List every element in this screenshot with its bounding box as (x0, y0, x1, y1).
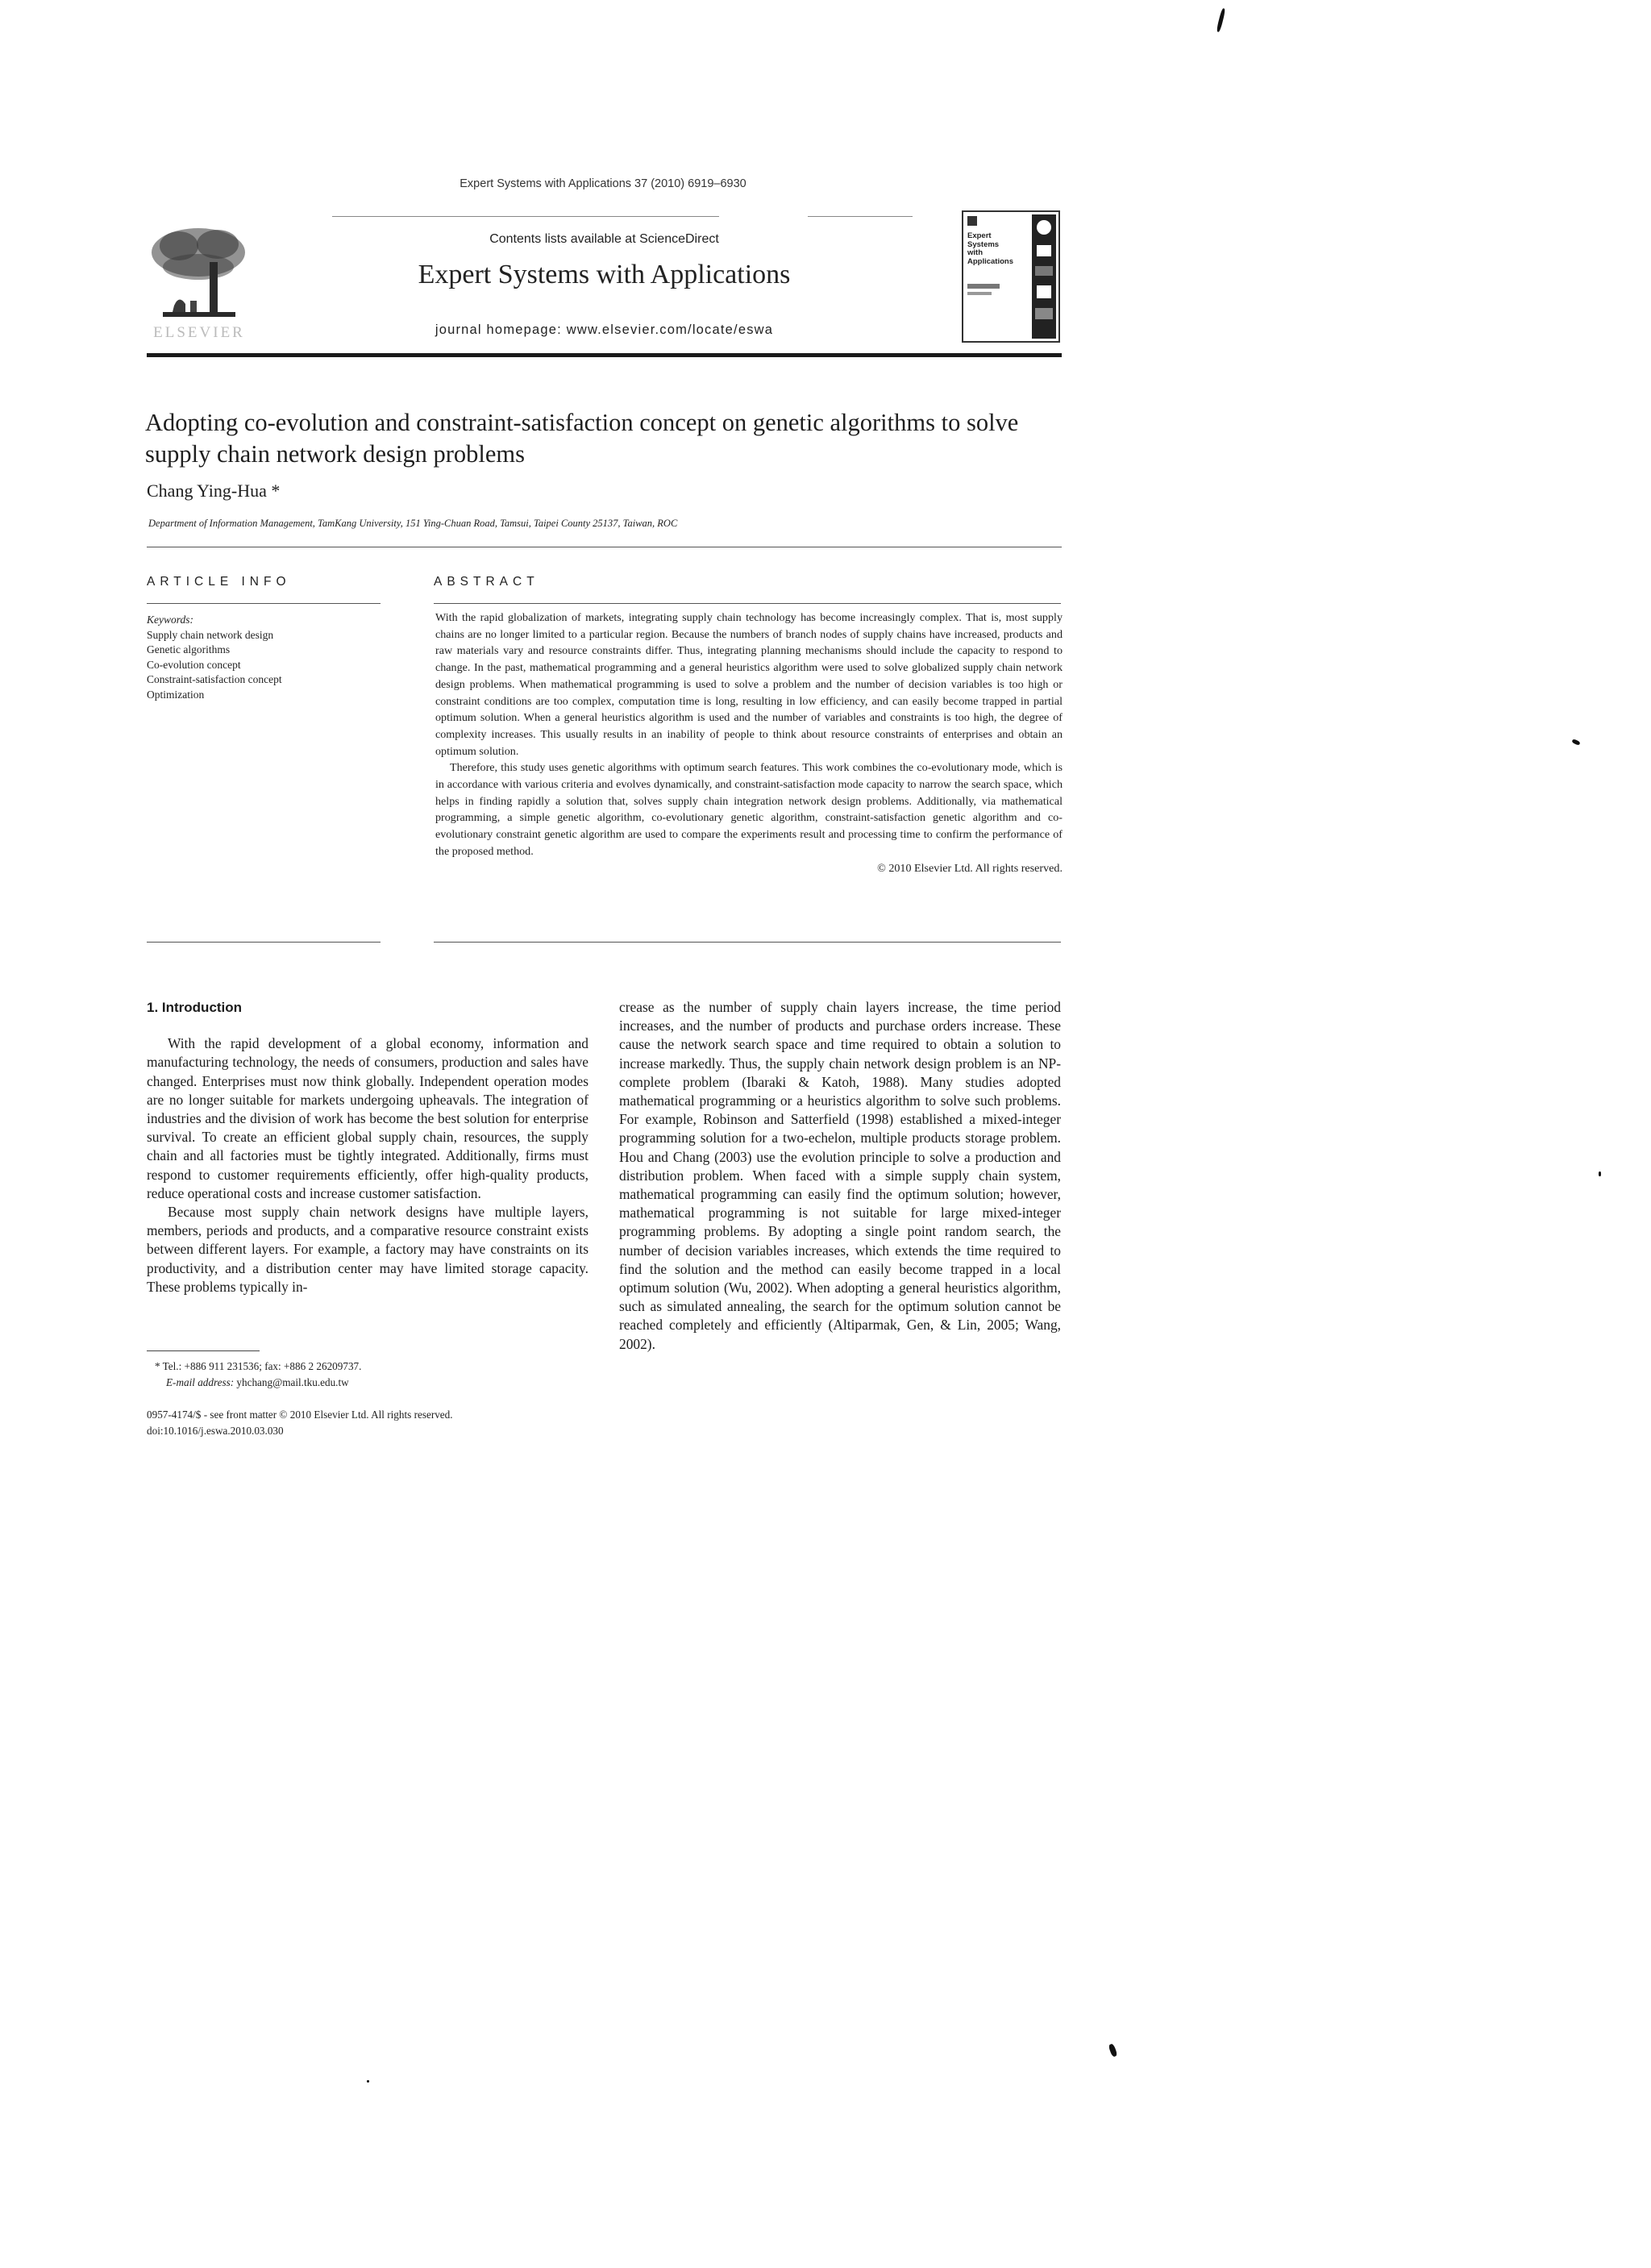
keyword: Optimization (147, 688, 205, 701)
email-label: E-mail address: (166, 1376, 235, 1388)
body-paragraph: crease as the number of supply chain layers increase, the time period increases, and the number of products and purchase orders increase. These cause the network search space and time required to obtain a solution to increase markedly. Thus, the supply chain network design problem is an NP-complete problem (Ibaraki & Katoh, 1988). Many studies adopted mathematical programming or a heuristics algorithm to solve such problems. For example, Robinson and Satterfield (1998) established a mixed-integer programming solution for a two-echelon, multiple products storage problem. Hou and Chang (2003) use the evolution principle to solve a production and distribution problem. When faced with a simple supply chain system, mathematical programming can easily find the optimum solution; however, mathematical programming is not suitable for large mixed-integer programming problems. By adopting a single point random search, the number of decision variables increases, which extends the time required to find the solution and the method can easily become trapped in a local optimum solution (Wu, 2002). When adopting a general heuristics algorithm, such as simulated annealing, the search for the optimum solution cannot be reached completely and efficiently (Altiparmak, Gen, & Lin, 2005; Wang, 2002). (619, 999, 1061, 1352)
article-info-bottom-divider (147, 942, 381, 943)
keyword: Supply chain network design (147, 628, 274, 641)
abstract-paragraph: With the rapid globalization of markets, integrating supply chain technology has become increasingly complex. That is, most supply chains are no longer limited to a particular region. Because the numbers of branch nodes of supply chains have increased, products and raw materials vary and resource constraints differ. Thus, integrating planning mechanisms should include the capacity to respond to change. In the past, mathematical programming and a general heuristics algorithm were used to solve globalized supply chain network design problems. When mathematical programming is used to solve a problem and the number of decision variables is too high or constraint conditions are too complex, computation time is long, resulting in low efficiency, and can easily become trapped in partial optimum solution. When a general heuristics algorithm is used and the number of variables and constraints is too high, the degree of complexity increases. This usually results in an inability of people to think about resource constraints of enterprises and obtain an optimum solution. (435, 611, 1063, 758)
body-right-column (619, 998, 1061, 1354)
body-paragraph: With the rapid development of a global economy, information and manufacturing technology, the needs of consumers, production and sales have changed. Enterprises must now think globally. Independent operation modes are no longer suitable for markets undergoing upheavals. The integration of industries and the division of work has become the best solution for enterprise survival. To create an efficient global supply chain, resources, the supply chain and all factories must be tightly integrated. Additionally, firms must respond to customer requirements efficiently, offer high-quality products, reduce operational costs and increase customer satisfaction. (147, 1035, 588, 1201)
author-email[interactable]: yhchang@mail.tku.edu.tw (236, 1376, 349, 1388)
scan-mark (1108, 2043, 1117, 2057)
doi-line[interactable]: doi:10.1016/j.eswa.2010.03.030 (147, 1425, 284, 1437)
copyright-notice: © 2010 Elsevier Ltd. All rights reserved. (877, 861, 1063, 875)
scan-mark (1571, 739, 1580, 746)
issn-line: 0957-4174/$ - see front matter © 2010 Elsevier Ltd. All rights reserved. (147, 1409, 453, 1421)
body-paragraph: Because most supply chain network designs have multiple layers, members, periods and products, and a comparative resource constraint exists between different layers. For example, a factory may have constraints on its productivity, and a distribution center may have limited storage capacity. These problems typically in- (147, 1204, 588, 1295)
author-name: Chang Ying-Hua * (147, 481, 281, 501)
article-info-heading: ARTICLE INFO (147, 575, 291, 589)
cover-line: Applications (967, 256, 1014, 266)
elsevier-logo (147, 222, 252, 347)
article-title: Adopting co-evolution and constraint-satisfaction concept on genetic algorithms to solve supply chain network design problems (145, 409, 1019, 468)
keywords-label: Keywords: (147, 614, 193, 626)
footnote-divider (147, 1350, 260, 1351)
body-left-column (147, 998, 588, 1296)
cover-line: Expert (967, 231, 992, 240)
abstract-text (435, 610, 1063, 876)
journal-cover-thumbnail (961, 210, 1061, 343)
journal-title: Expert Systems with Applications (418, 260, 791, 289)
abstract-heading: ABSTRACT (434, 575, 539, 589)
keyword: Genetic algorithms (147, 643, 231, 655)
journal-header (147, 208, 1062, 345)
scan-mark (1216, 8, 1225, 32)
footnote-contact: * Tel.: +886 911 231536; fax: +886 2 26209737. (155, 1360, 362, 1372)
author-footnote (155, 1359, 606, 1391)
author-affiliation: Department of Information Management, TamKang University, 151 Ying-Chuan Road, Tamsui, Taipei County 25137, Taiwan, ROC (148, 518, 678, 529)
scan-mark (1599, 1171, 1601, 1176)
cover-line: with (967, 248, 983, 257)
publisher-name: ELSEVIER (153, 324, 245, 341)
scan-mark (367, 2080, 369, 2083)
keyword: Co-evolution concept (147, 658, 241, 671)
article-info-divider (147, 603, 381, 604)
abstract-bottom-divider (434, 942, 1061, 943)
keyword: Constraint-satisfaction concept (147, 673, 282, 685)
keywords-block (147, 613, 381, 702)
header-divider (147, 353, 1062, 357)
contents-availability: Contents lists available at ScienceDirect (489, 232, 719, 246)
front-matter (147, 1407, 630, 1439)
journal-reference: Expert Systems with Applications 37 (2010) 6919–6930 (460, 177, 746, 190)
abstract-paragraph: Therefore, this study uses genetic algorithms with optimum search features. This work combines the co-evolutionary mode, which is in accordance with various criteria and evolves dynamically, and constraint-satisfaction mode capacity to narrow the search space, which helps in finding rapidly a solution that, solves supply chain integration network design problems. Additionally, via mathematical programming, a simple genetic algorithm, co-evolutionary genetic algorithm, constraint-satisfaction genetic algorithm and co-evolutionary constraint genetic algorithm are used to compare the experiments result and processing time to confirm the performance of the proposed method. (435, 761, 1063, 858)
section-heading: 1. Introduction (147, 1000, 243, 1015)
cover-line: Systems (967, 239, 1000, 249)
abstract-divider (434, 603, 1061, 604)
journal-homepage[interactable]: journal homepage: www.elsevier.com/locate/eswa (435, 323, 774, 337)
